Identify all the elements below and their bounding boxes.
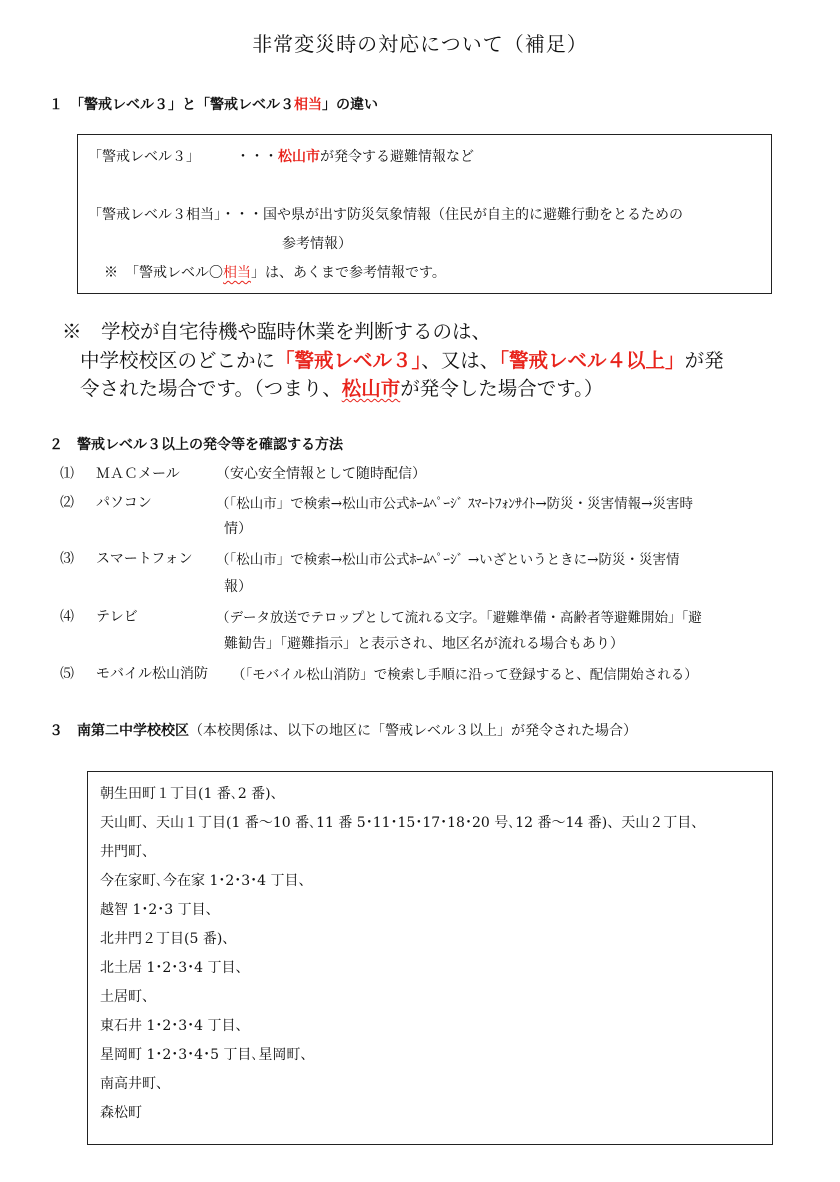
method-desc: （データ放送でテロップとして流れる文字。「避難準備・高齢者等避難開始」「避 [216,610,702,626]
method-name: ＭＡＣメール [96,466,180,482]
section3-heading [49,720,637,740]
method-name: モバイル松山消防 [96,666,208,682]
notice-matsuyama: 松山市 [341,377,401,400]
notice-line3-pre: 令された場合です。（つまり、 [80,377,342,400]
row1-label: 「警戒レベル３」 [88,149,200,165]
method-num: ⑴ [60,466,74,482]
section1-heading [49,94,378,114]
district-item: 井門町、 [100,844,156,860]
district-item: 天山町、天山１丁目(1 番～10 番､11 番 5･11･15･17･18･20 号､12 番～14 番)、天山２丁目、 [100,815,706,831]
method-num: ⑶ [60,551,74,567]
section3-heading-bold: ３ 南第二中学校校区 [49,723,189,739]
section3-heading-rest: （本校関係は、以下の地区に「警戒レベル３以上」が発令された場合） [189,723,637,739]
method-desc-cont: 情） [224,521,252,537]
method-desc-cont: 報） [224,579,252,595]
district-item: 朝生田町１丁目(1 番､2 番)、 [100,786,285,802]
notice-line2-mid: 、又は、 [421,349,500,372]
reference-note [104,262,446,282]
page-title: 非常変災時の対応について（補足） [252,32,588,56]
note-pre: ※ 「警戒レベル〇 [104,265,223,281]
method-desc: （「モバイル松山消防」で検索し手順に沿って登録すると、配信開始される） [232,667,698,683]
notice-line3 [80,373,603,401]
notice-line2 [80,345,724,373]
row1-definition [236,146,474,166]
method-desc-cont: 難勧告」「避難指示」と表示され、地区名が流れる場合もあり） [224,636,624,652]
district-item: 星岡町 1･2･3･4･5 丁目､星岡町、 [100,1047,315,1063]
district-item: 今在家町､今在家 1･2･3･4 丁目、 [100,873,313,889]
note-post: 」は、あくまで参考情報です。 [251,265,446,281]
method-num: ⑸ [60,666,74,682]
method-desc: （「松山市」で検索→松山市公式ﾎｰﾑﾍﾟｰｼﾞ ｽﾏｰﾄﾌｫﾝｻｲﾄ→防災・災害情報→災害時 [216,496,693,512]
notice-line2-post: が発 [684,349,724,372]
notice-line3-post: が発令した場合です。） [400,377,604,400]
district-item: 北井門２丁目(5 番)、 [100,931,237,947]
method-num: ⑷ [60,609,74,625]
notice-line2-pre: 中学校校区のどこかに [80,349,276,372]
notice-line1: ※ 学校が自宅待機や臨時休業を判断するのは、 [62,320,492,343]
notice-level4: 「警戒レベル４以上」 [499,349,685,372]
row1-dots: ・・・ [236,149,278,165]
section1-heading-pre: １ 「警戒レベル３」と「警戒レベル３ [49,97,294,113]
district-item: 土居町、 [100,989,156,1005]
note-red: 相当 [223,265,251,281]
district-item: 東石井 1･2･3･4 丁目、 [100,1018,250,1034]
method-desc: （安心安全情報として随時配信） [216,466,426,482]
district-item: 南高井町、 [100,1076,170,1092]
district-item: 森松町 [100,1105,142,1121]
row1-rest: が発令する避難情報など [320,149,474,165]
district-item: 越智 1･2･3 丁目、 [100,902,220,918]
district-item: 北土居 1･2･3･4 丁目、 [100,960,250,976]
notice-level3: 「警戒レベル３」 [275,349,422,372]
method-num: ⑵ [60,495,74,511]
row2-definition: 「警戒レベル３相当」・・・国や県が出す防災気象情報（住民が自主的に避難行動をとるための [88,207,683,223]
section2-heading: ２ 警戒レベル３以上の発令等を確認する方法 [49,437,343,453]
method-name: スマートフォン [96,551,193,567]
section1-heading-red: 相当 [294,97,322,113]
row1-matsuyama: 松山市 [278,149,320,165]
section1-heading-post: 」の違い [322,97,378,113]
method-name: テレビ [96,609,138,625]
row2-continuation: 参考情報） [282,236,352,252]
method-desc: （「松山市」で検索→松山市公式ﾎｰﾑﾍﾟｰｼﾞ →いざというときに→防災・災害情 [216,552,680,568]
method-name: パソコン [96,495,152,511]
